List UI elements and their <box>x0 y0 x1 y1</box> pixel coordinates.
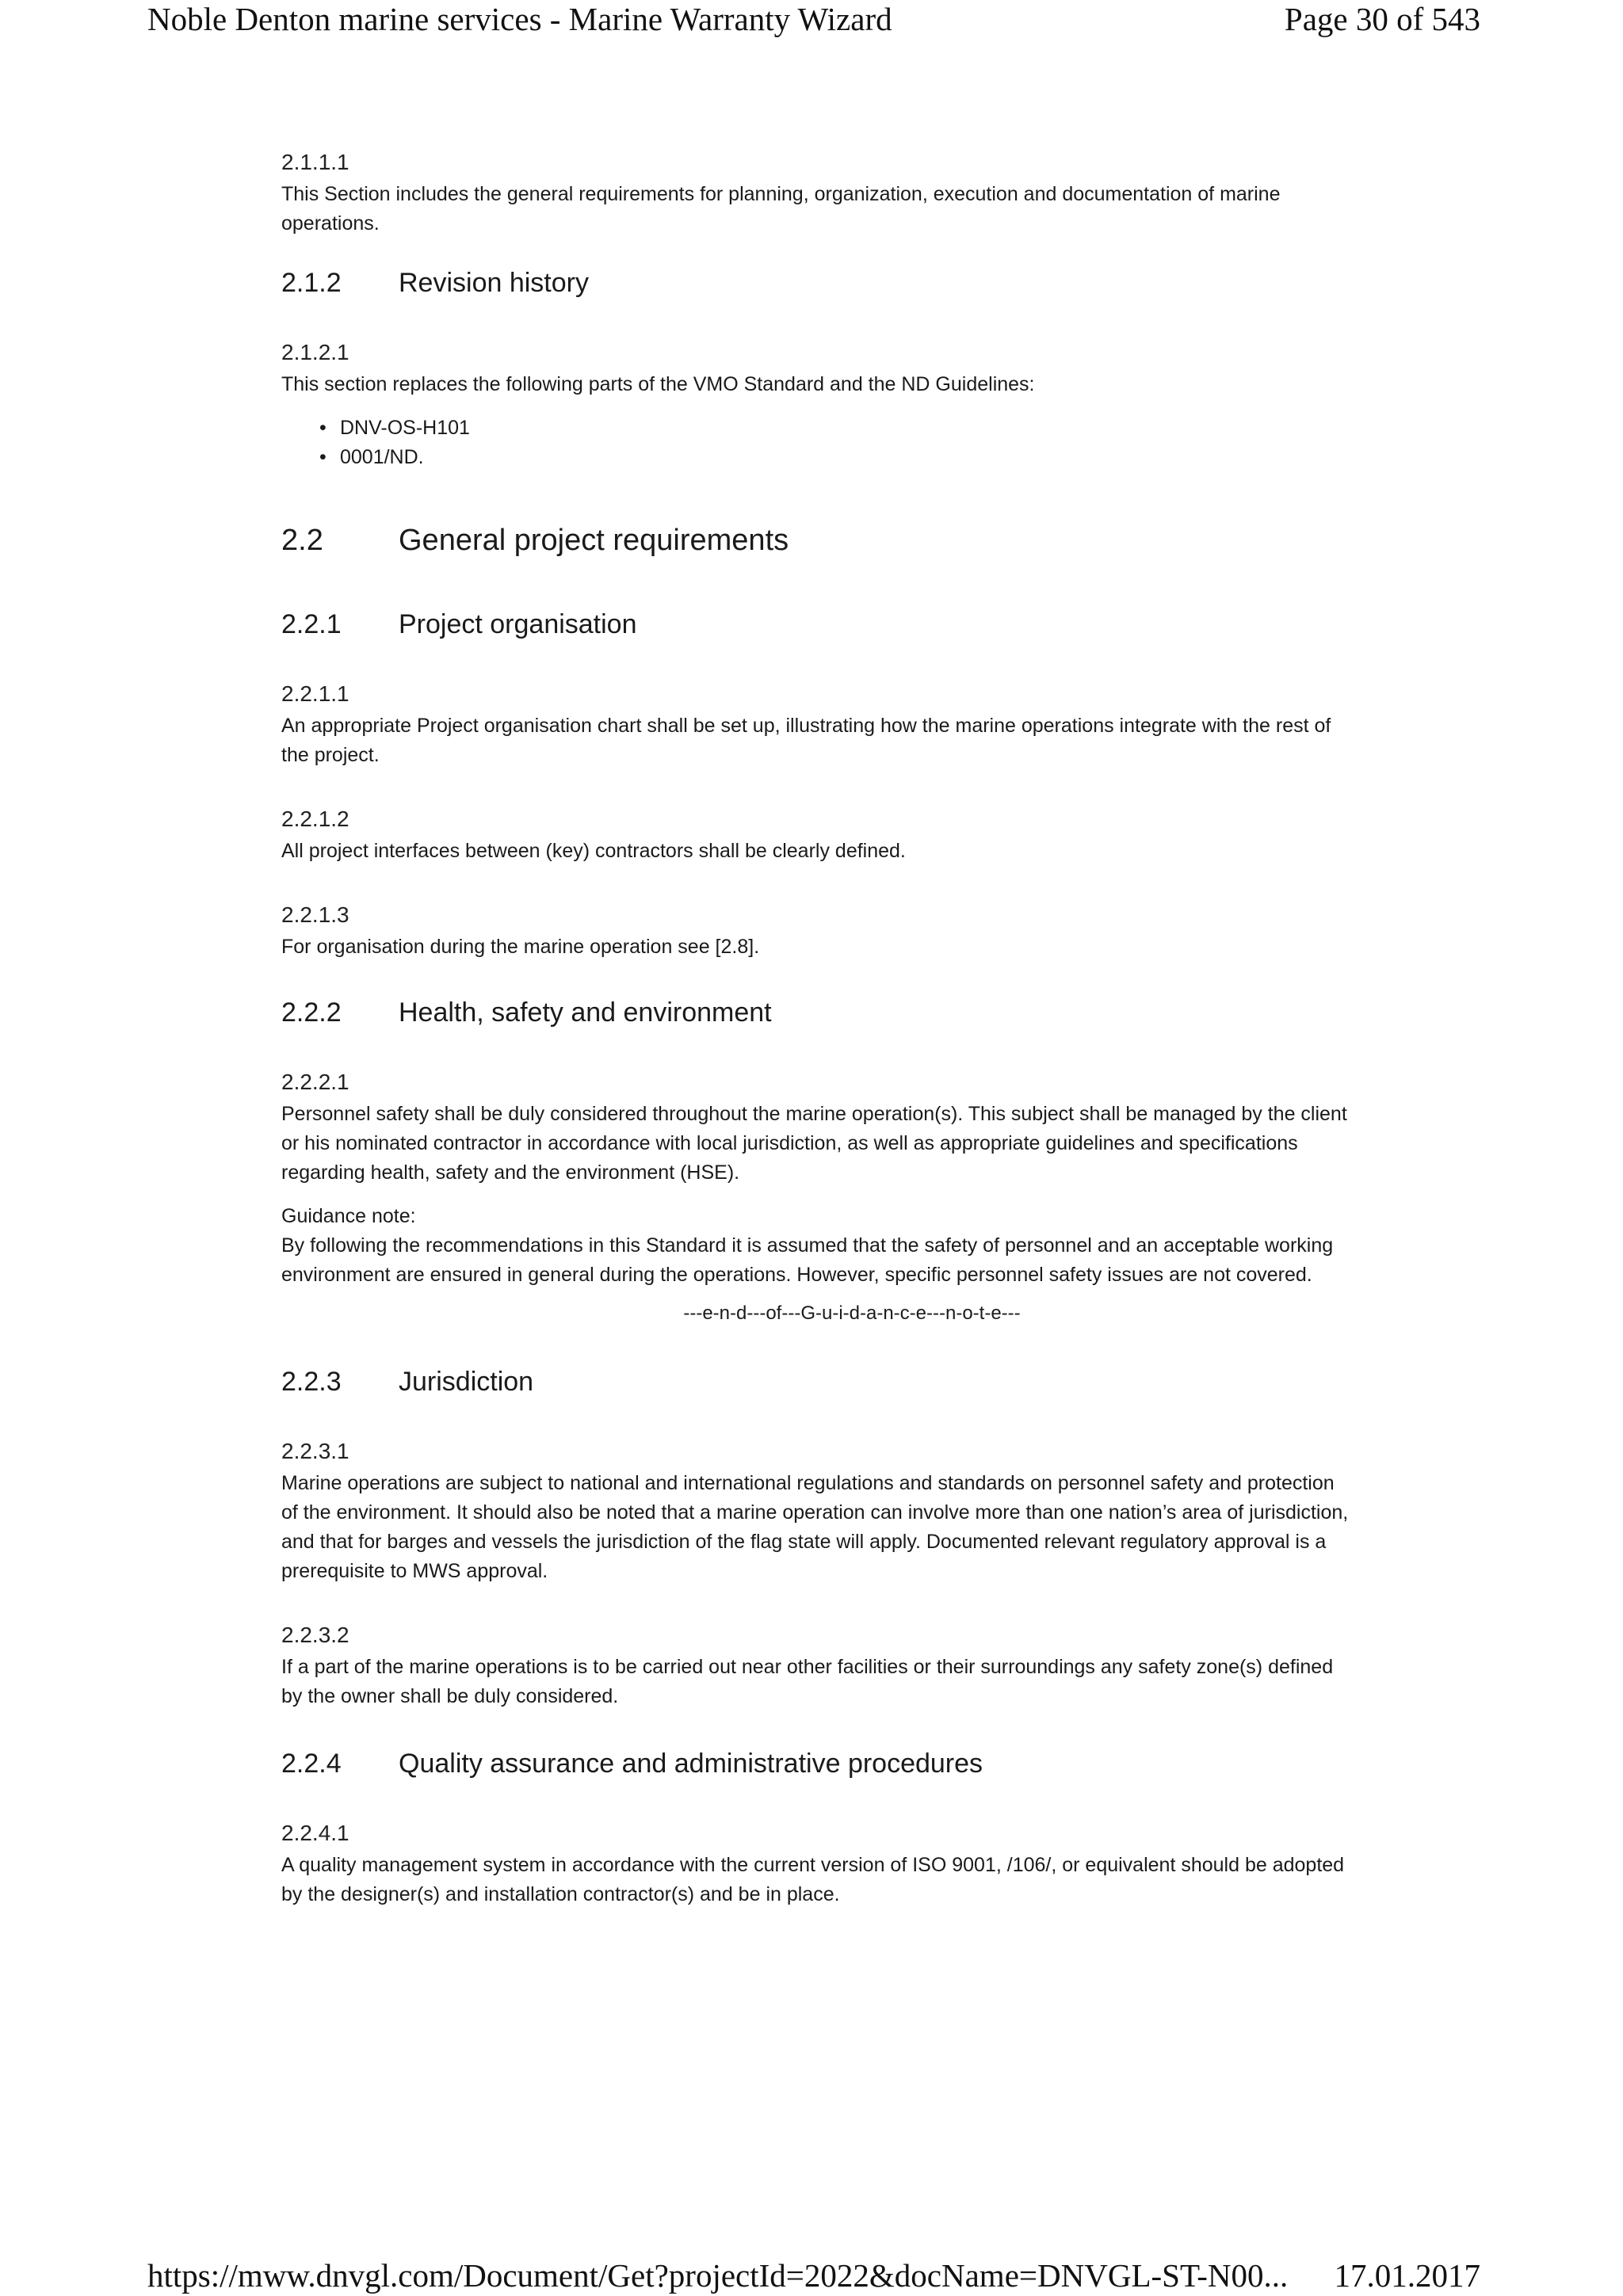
section-heading <box>281 1364 1351 1399</box>
document-url: https://mww.dnvgl.com/Document/Get?projectId=2022&docName=DNVGL-ST-N00... <box>147 2257 1289 2294</box>
clause-text: This Section includes the general requirements for planning, organization, execution and documentation of marine operations. <box>281 183 1281 235</box>
section-number: 2.1.2 <box>281 268 342 298</box>
section-number: 2.2.1 <box>281 609 342 639</box>
guidance-note-label: Guidance note: <box>281 1205 416 1227</box>
section-title: Quality assurance and administrative procedures <box>399 1749 983 1779</box>
clause-text: An appropriate Project organisation chart shall be set up, illustrating how the marine operations integrate with the rest of the project. <box>281 715 1331 766</box>
guidance-note-text: By following the recommendations in this Standard it is assumed that the safety of personnel and an acceptable working environment are ensured in general during the operations. However, specific personnel safety issues are not covered. <box>281 1234 1334 1286</box>
clause-number: 2.2.1.1 <box>281 681 349 706</box>
list-item: • DNV-OS-H101 <box>319 414 1351 443</box>
clause-text: Personnel safety shall be duly considered throughout the marine operation(s). This subject shall be managed by the client or his nominated contractor in accordance with local jurisdiction, as well as appropriate guidelines and specifications regarding health, safety and the environment (HSE). <box>281 1103 1347 1184</box>
clause-text: For organisation during the marine operation see [2.8]. <box>281 936 760 958</box>
clause-text: If a part of the marine operations is to be carried out near other facilities or their surroundings any safety zone(s) defined by the owner shall be duly considered. <box>281 1656 1334 1707</box>
section-title: Project organisation <box>399 609 637 639</box>
clause-number: 2.2.1.3 <box>281 902 349 927</box>
bullet-list <box>281 414 1351 472</box>
section-heading <box>281 995 1351 1030</box>
section-number: 2.2.3 <box>281 1367 342 1397</box>
guidance-note-end: ---e-n-d---of---G-u-i-d-a-n-c-e---n-o-t-e--- <box>683 1302 1021 1324</box>
page-number: Page 30 of 543 <box>1284 1 1480 37</box>
print-date: 17.01.2017 <box>1334 2257 1480 2294</box>
section-number: 2.2.2 <box>281 997 342 1028</box>
clause-text: This section replaces the following parts of the VMO Standard and the ND Guidelines: <box>281 373 1035 395</box>
section-heading <box>281 265 1351 300</box>
clause-number: 2.1.1.1 <box>281 150 349 174</box>
list-item: • 0001/ND. <box>319 443 1351 472</box>
section-title: Health, safety and environment <box>399 997 772 1028</box>
document-header-title: Noble Denton marine services - Marine Warranty Wizard <box>147 1 892 37</box>
section-number: 2.2 <box>281 524 323 557</box>
section-title: General project requirements <box>399 524 789 557</box>
clause-number: 2.2.1.2 <box>281 807 349 831</box>
clause-text: Marine operations are subject to national and international regulations and standards on personnel safety and protection of the environment. It should also be noted that a marine operation can involve more than one nation’s area of jurisdiction, and that for barges and vessels the jurisdiction of the flag state will apply. Documented relevant regulatory approval is a prerequisite to MWS approval. <box>281 1472 1349 1582</box>
clause-number: 2.2.4.1 <box>281 1821 349 1845</box>
clause-number: 2.2.2.1 <box>281 1070 349 1094</box>
clause-number: 2.1.2.1 <box>281 340 349 364</box>
section-heading <box>281 1746 1351 1781</box>
section-title: Revision history <box>399 268 589 298</box>
clause-number: 2.2.3.1 <box>281 1439 349 1463</box>
section-title: Jurisdiction <box>399 1367 534 1397</box>
clause-text: A quality management system in accordance with the current version of ISO 9001, /106/, or equivalent should be adopted by the designer(s) and installation contractor(s) and be in place. <box>281 1854 1345 1905</box>
section-heading <box>281 607 1351 642</box>
section-number: 2.2.4 <box>281 1749 342 1779</box>
document-content <box>281 147 1351 1909</box>
clause-text: All project interfaces between (key) contractors shall be clearly defined. <box>281 840 906 862</box>
section-heading <box>281 521 1351 559</box>
clause-number: 2.2.3.2 <box>281 1623 349 1647</box>
